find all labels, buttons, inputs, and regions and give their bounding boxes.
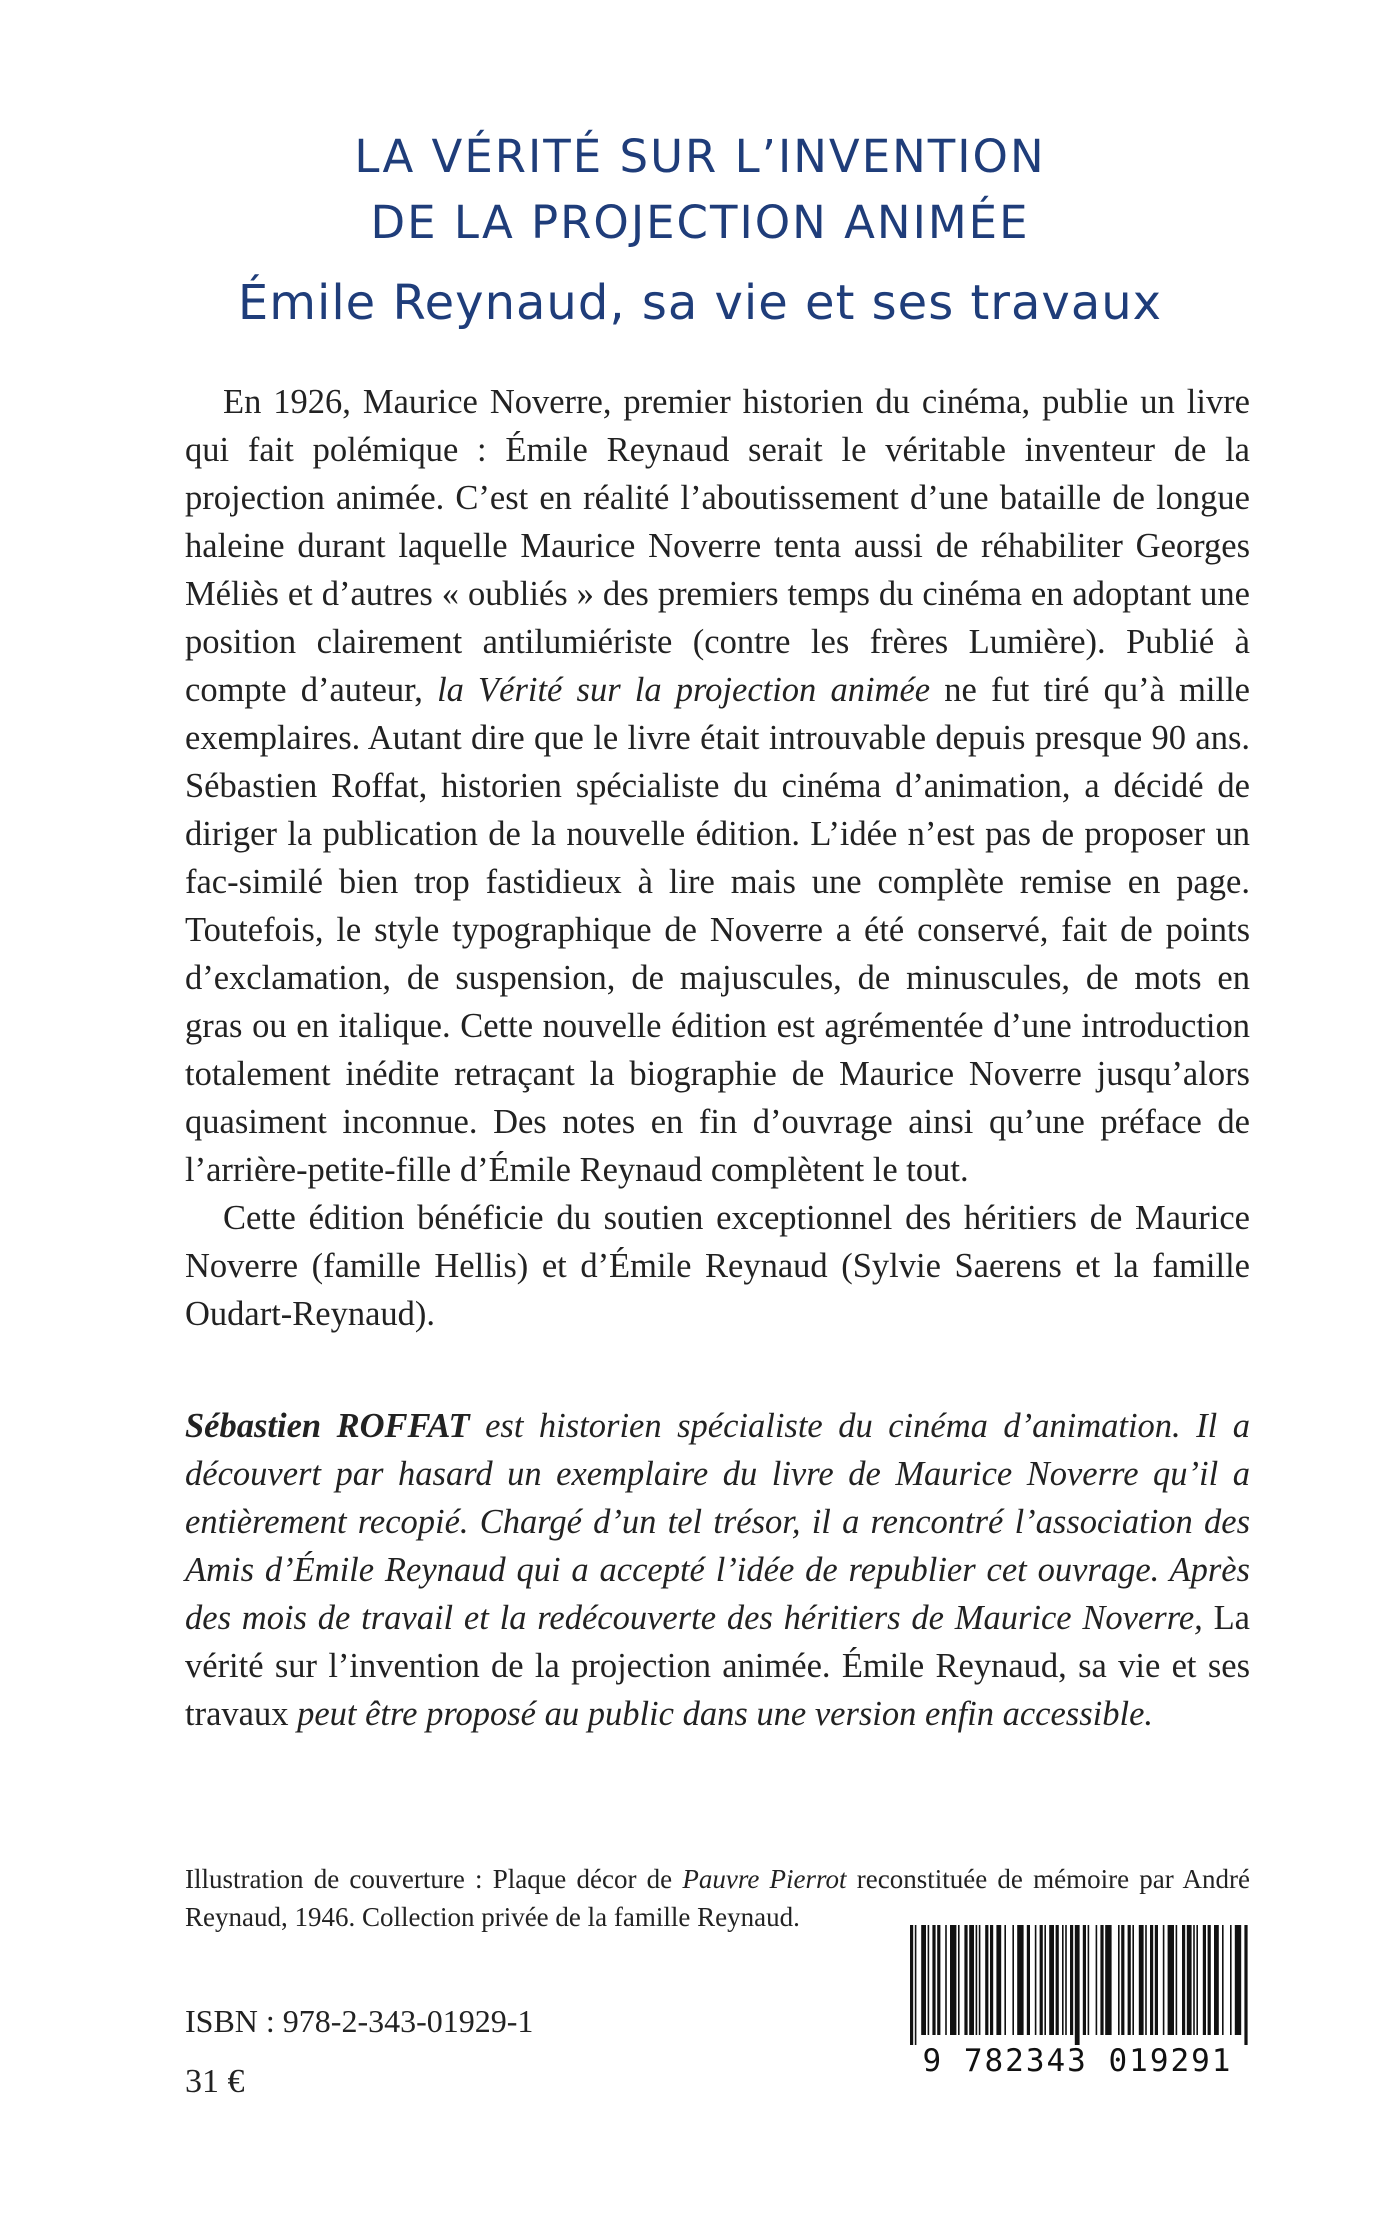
subtitle: Émile Reynaud, sa vie et ses travaux <box>237 275 1163 331</box>
barcode <box>900 1925 1255 2085</box>
barcode-bar <box>1230 1925 1232 2035</box>
barcode-bar <box>921 1925 926 2035</box>
barcode-bar <box>1244 1925 1247 2045</box>
book-title-italic: la Vérité sur la projection animée <box>437 671 931 709</box>
barcode-bar <box>1096 1925 1098 2035</box>
barcode-bar <box>1214 1925 1219 2035</box>
barcode-bar <box>1070 1925 1073 2035</box>
author-bio <box>185 1402 1250 1738</box>
bio-book-title: La vérité sur l’invention de la projection animée. Émile Reynaud, sa vie et ses travaux <box>185 1599 1250 1733</box>
barcode-bar <box>1196 1925 1198 2035</box>
barcode-bar <box>1208 1925 1211 2035</box>
barcode-bar <box>1168 1925 1174 2035</box>
barcode-bar <box>1128 1925 1131 2035</box>
barcode-bar <box>1100 1925 1103 2035</box>
barcode-bar <box>964 1925 967 2035</box>
barcode-bar <box>979 1925 981 2035</box>
barcode-bar <box>1083 1925 1086 2035</box>
barcode-bar <box>945 1925 947 2035</box>
barcode-bar <box>1203 1925 1206 2035</box>
bio-part-b: peut être proposé au public dans une version enfin accessible. <box>288 1695 1154 1733</box>
barcode-bar <box>969 1925 974 2035</box>
barcode-bar <box>1193 1925 1195 2035</box>
barcode-bar <box>1065 1925 1067 2035</box>
bio-part-a: est historien spécialiste du cinéma d’animation. Il a découvert par hasard un exemplaire du livre de Maurice Noverre qu’il a entièrement recopié. Chargé d’un tel trésor, il a rencontré l’association des Amis d’Émile Reynaud qui a accepté l’idée de republier cet ouvrage. Après des mois de travail et la redécouverte des héritiers de Maurice Noverre, <box>185 1407 1251 1637</box>
price: 31 € <box>185 2063 245 2100</box>
barcode-bar <box>1027 1925 1030 2035</box>
barcode-bar <box>976 1925 978 2035</box>
barcode-bar <box>1118 1925 1120 2035</box>
barcode-bar <box>1075 1925 1080 2045</box>
barcode-bar <box>1105 1925 1111 2035</box>
barcode-bar <box>1235 1925 1241 2035</box>
summary-p1-part-b: ne fut tiré qu’à mille exemplaires. Autant dire que le livre était introuvable depuis presque 90 ans. Sébastien Roffat, historien spécialiste du cinéma d’animation, a décidé de diriger la publication de la nouvelle édition. L’idée n’est pas de proposer un fac-similé bien trop fastidieux à lire mais une complète remise en page. Toutefois, le style typographique de Noverre a été conservé, fait de points d’exclamation, de suspension, de majuscules, de minuscules, de mots en gras ou en italique. Cette nouvelle édition est agrémentée d’une introduction totalement inédite retraçant la biographie de Maurice Noverre jusqu’alors quasiment inconnue. Des notes en fin d’ouvrage ainsi qu’une préface de l’arrière-petite-fille d’Émile Reynaud complètent le tout. <box>185 671 1250 1189</box>
barcode-bar <box>937 1925 940 2035</box>
barcode-bar <box>932 1925 935 2035</box>
barcode-bar <box>1017 1925 1023 2035</box>
barcode-bar <box>928 1925 930 2035</box>
credit-work-title: Pauvre Pierrot <box>682 1864 847 1894</box>
barcode-bar <box>1145 1925 1147 2035</box>
barcode-bar <box>1049 1925 1054 2035</box>
isbn: ISBN : 978-2-343-01929-1 <box>185 2003 534 2039</box>
summary-text <box>185 378 1250 1338</box>
barcode-bar <box>1155 1925 1158 2035</box>
barcode-bar <box>1176 1925 1178 2035</box>
barcode-bar <box>1163 1925 1165 2035</box>
barcode-digits: 9 782343 019291 <box>922 2043 1233 2079</box>
title-line-1: LA VÉRITÉ SUR L’INVENTION <box>354 130 1046 183</box>
barcode-bar <box>1035 1925 1037 2035</box>
title-line-2: DE LA PROJECTION ANIMÉE <box>370 196 1030 249</box>
barcode-bar <box>1187 1925 1192 2035</box>
credit-part-a: Illustration de couverture : Plaque décor de <box>185 1864 683 1894</box>
barcode-bar <box>985 1925 988 2035</box>
barcode-bar <box>1121 1925 1124 2035</box>
credit-part-b: reconstituée de mémoire par André Reynaud, 1946. Collection privée de la famille Reynaud. <box>185 1864 1250 1932</box>
barcode-bar <box>1182 1925 1185 2035</box>
summary-paragraph-1 <box>185 378 1250 1194</box>
summary-paragraph-2: Cette édition bénéficie du soutien exceptionnel des héritiers de Maurice Noverre (famille Hellis) et d’Émile Reynaud (Sylvie Saerens et la famille Oudart-Reynaud). <box>185 1199 1250 1333</box>
barcode-bar <box>1040 1925 1043 2035</box>
barcode-bar <box>950 1925 956 2035</box>
barcode-bar <box>958 1925 960 2035</box>
barcode-bar <box>1222 1925 1224 2035</box>
barcode-bar <box>990 1925 993 2035</box>
barcode-bar <box>996 1925 1001 2035</box>
barcode-bar <box>1004 1925 1006 2035</box>
author-bio-paragraph <box>185 1402 1250 1738</box>
barcode-bar <box>1132 1925 1134 2035</box>
barcode-bar <box>1044 1925 1046 2035</box>
barcode-bar <box>1062 1925 1064 2035</box>
barcode-bar <box>1139 1925 1144 2035</box>
barcode-bar <box>1056 1925 1059 2035</box>
barcode-bar <box>1012 1925 1014 2035</box>
barcode-bar <box>1150 1925 1153 2035</box>
barcode-bar <box>1088 1925 1090 2035</box>
barcode-bar <box>910 1925 913 2045</box>
author-name: Sébastien ROFFAT <box>185 1407 470 1445</box>
summary-p1-part-a: En 1926, Maurice Noverre, premier historien du cinéma, publie un livre qui fait polémique : Émile Reynaud serait le véritable inventeur de la projection animée. C’est en réalité l’aboutissement d’une bataille de longue haleine durant laquelle Maurice Noverre tenta aussi de réhabiliter Georges Méliès et d’autres « oubliés » des premiers temps du cinéma en adoptant une position clairement antilumiériste (contre les frères Lumière). Publié à compte d’auteur, <box>185 383 1250 709</box>
barcode-bar <box>915 1925 917 2045</box>
barcode-bars <box>900 1925 1255 2045</box>
